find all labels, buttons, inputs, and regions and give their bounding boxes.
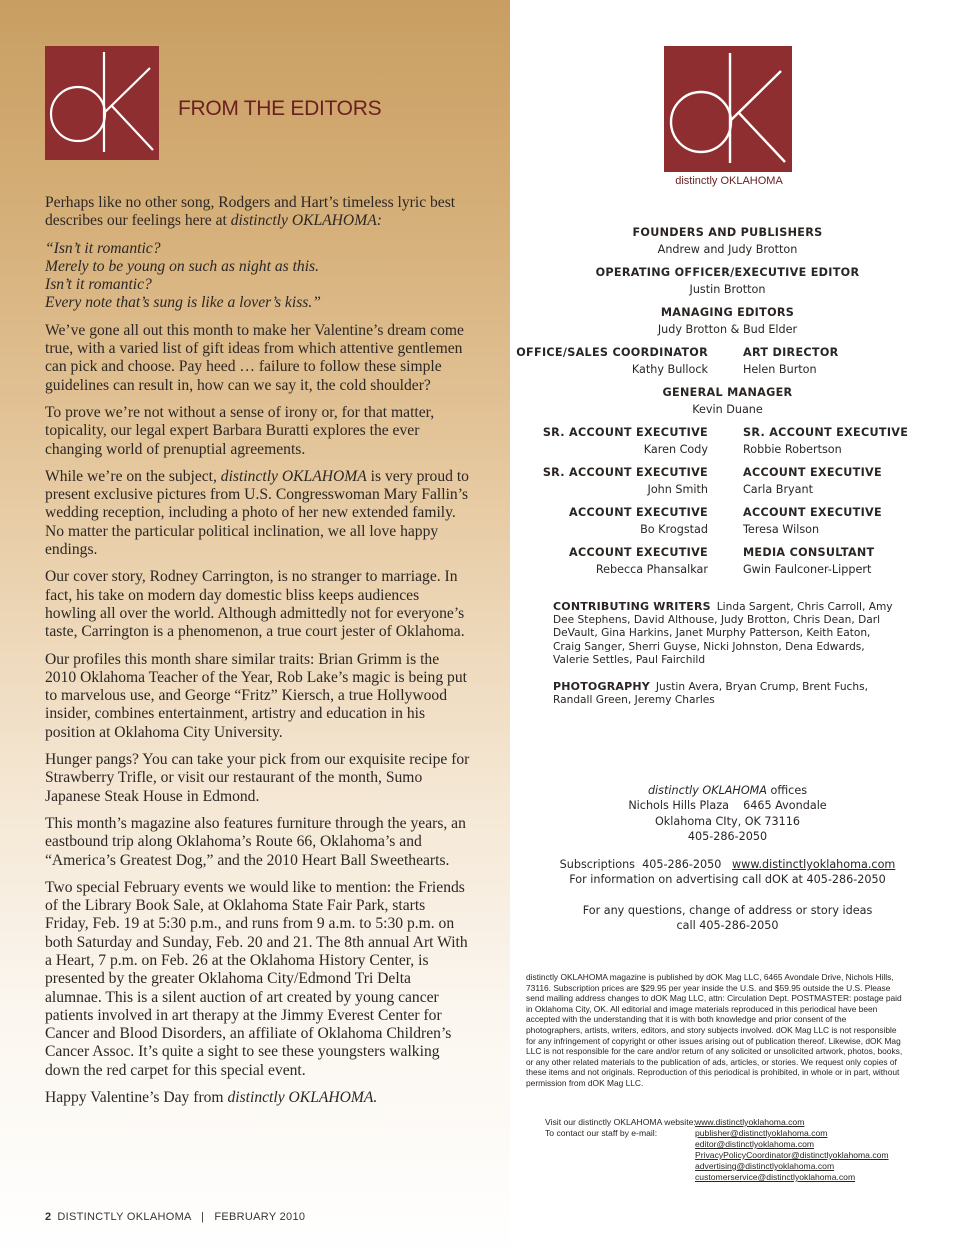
masthead-name: Carla Bryant: [743, 483, 814, 496]
email-link[interactable]: editor@distinctlyoklahoma.com: [695, 1139, 815, 1149]
masthead-name: Rebecca Phansalkar: [595, 563, 708, 576]
masthead-title: ACCOUNT EXECUTIVE: [743, 466, 882, 479]
page-footer: [45, 1211, 305, 1223]
editorial-paragraph: We’ve gone all out this month to make her Valentine’s dream come true, with a varied list of gift ideas from which attentive gentlemen can pick and choose. Pay heed … failure to follow these simple guidelines can result in, how can we say it, the cold shoulder?: [45, 321, 464, 394]
lyric-line: Merely to be young on such as night as this.: [45, 257, 320, 275]
dok-logo-mark: [664, 46, 792, 172]
offices-heading: distinctly OKLAHOMA offices: [647, 784, 808, 797]
section-title: FROM THE EDITORS: [178, 97, 382, 120]
offices-city: Oklahoma CIty, OK 73116: [654, 814, 800, 828]
masthead-name: Helen Burton: [743, 363, 817, 376]
masthead-office: [500, 346, 708, 376]
masthead-title: SR. ACCOUNT EXECUTIVE: [743, 426, 909, 439]
masthead-ae3: [743, 506, 943, 536]
legal-notice: distinctly OKLAHOMA magazine is published by dOK Mag LLC, 6465 Avondale Drive, Nichols Hills, 73116. Subscription prices are $29.95 per year inside the U.S. and $59.95 outside the U.S. Please send mailing address changes to dOK Mag LLC, attn: Circulation Dept. POSTMASTER: postage paid in Oklahoma City, OK. All editorial and image materials reproduced in this periodical have been accepted with the understanding that it is with both knowledge and prior consent of the photographers, artists, writers, editors, and story subjects involved. dOK Mag LLC is not responsible for any infringement of copyright or other issues arising out of publication thereof. Likewise, dOK Mag LLC is not responsible for the care and/or return of any solicited or unsolicited artwork, photos, books, or any other related materials to the publication of ads, articles, or stories. We request only copies of these items and not originals. Reproduction of this periodical is prohibited, in whole or in part, without permission from dOK Mag LLC.: [526, 972, 903, 1088]
masthead-title: FOUNDERS AND PUBLISHERS: [632, 226, 823, 239]
masthead-art: [743, 346, 943, 376]
contact-links: [695, 1117, 889, 1183]
website-link[interactable]: www.distinctlyoklahoma.com: [695, 1117, 805, 1127]
email-link[interactable]: PrivacyPolicyCoordinator@distinctlyoklahoma.com: [695, 1150, 889, 1160]
subscriptions-block: [540, 857, 915, 888]
editorial-paragraph: Perhaps like no other song, Rodgers and Hart’s timeless lyric best describes our feelings here at distinctly OKLAHOMA:: [45, 194, 456, 230]
masthead-name: Judy Brotton & Bud Elder: [657, 323, 798, 336]
email-link[interactable]: advertising@distinctlyoklahoma.com: [695, 1161, 835, 1171]
dok-logo-large: [664, 46, 792, 172]
website-link[interactable]: www.distinctlyoklahoma.com: [732, 858, 896, 871]
writers-title: CONTRIBUTING WRITERS: [553, 600, 711, 613]
masthead-name: Justin Brotton: [689, 283, 766, 296]
masthead-founders: [540, 226, 915, 256]
logo-tagline: distinctly OKLAHOMA: [675, 175, 783, 187]
questions-block: [540, 903, 915, 934]
masthead-operating: [540, 266, 915, 296]
masthead-title: ACCOUNT EXECUTIVE: [569, 506, 708, 519]
dok-logo-small: [45, 46, 159, 160]
masthead-name: Kevin Duane: [692, 403, 763, 416]
editorial-paragraph: To prove we’re not without a sense of irony or, for that matter, topicality, our legal expert Barbara Buratti explores the ever changing world of prenuptial agreements.: [45, 403, 435, 458]
editorial-paragraph: Our profiles this month share similar traits: Brian Grimm is the 2010 Oklahoma Teacher of the Year, Rob Lake’s magic is being put to marvelous use, and George “Fritz” Kiersch, a true Hollywood insider, combines entertainment, artistry and education in his position at Oklahoma City University.: [45, 650, 467, 741]
page-number: 2: [45, 1211, 52, 1223]
masthead-name: Teresa Wilson: [743, 523, 820, 536]
masthead-name: Kathy Bullock: [631, 363, 708, 376]
lyric-line: Every note that’s sung is like a lover’s kiss.”: [45, 294, 321, 312]
masthead-title: GENERAL MANAGER: [662, 386, 793, 399]
masthead-media: [743, 546, 943, 576]
masthead-ae2: [500, 506, 708, 536]
masthead-name: Karen Cody: [643, 443, 708, 456]
contributing-writers: [553, 600, 898, 667]
editorial-paragraph: Our cover story, Rodney Carrington, is no stranger to marriage. In fact, his take on modern day domestic bliss keeps audiences howling all over the world. Although admittedly not for everyone’s taste, Carrington is a phenomenon, a true court jester of Oklahoma.: [45, 568, 465, 641]
writers-names: Linda Sargent, Chris Carroll, Amy Dee Stephens, David Althouse, Judy Brotton, Chris Dean, Darl DeVault, Gina Harkins, Janet Murphy Patterson, Keith Eaton, Craig Sanger, Sherri Guyse, Nicki Johnston, Dena Edwards, Valerie Settles, Paul Fairchild: [553, 601, 893, 666]
masthead-sae2: [743, 426, 943, 456]
masthead-title: SR. ACCOUNT EXECUTIVE: [542, 426, 708, 439]
masthead-name: John Smith: [647, 483, 708, 496]
lyric-line: Isn’t it romantic?: [45, 276, 152, 294]
editorial-paragraph: Hunger pangs? You can take your pick from our exquisite recipe for Strawberry Trifle, or visit our restaurant of the month, Sumo Japanese Steak House in Edmond.: [45, 751, 470, 805]
lyric-quote: [45, 240, 470, 313]
masthead-name: Bo Krogstad: [640, 523, 708, 536]
masthead-title: MANAGING EDITORS: [660, 306, 795, 319]
email-link[interactable]: customerservice@distinctlyoklahoma.com: [695, 1172, 856, 1182]
masthead-gm: [540, 386, 915, 416]
editorial-paragraph: This month’s magazine also features furniture through the years, an eastbound trip along Oklahoma’s Route 66, Oklahoma’s and “America’s Greatest Dog,” and the 2010 Heart Ball Sweethearts.: [45, 814, 466, 869]
dok-logo-mark: [45, 46, 159, 160]
masthead-sae1: [500, 426, 708, 456]
photography-names: Justin Avera, Bryan Crump, Brent Fuchs, Randall Green, Jeremy Charles: [553, 681, 868, 707]
masthead-title: OPERATING OFFICER/EXECUTIVE EDITOR: [595, 266, 860, 279]
visit-label: Visit our distinctly OKLAHOMA website:: [545, 1117, 696, 1127]
masthead-title: MEDIA CONSULTANT: [743, 546, 875, 559]
masthead-managing: [540, 306, 915, 336]
questions-line: For any questions, change of address or story ideas: [582, 904, 873, 917]
contact-labels: [545, 1117, 696, 1139]
masthead-sae3: [500, 466, 708, 496]
masthead-title: SR. ACCOUNT EXECUTIVE: [542, 466, 708, 479]
editorial-paragraph: Two special February events we would like to mention: the Friends of the Library Book Sale, at Oklahoma State Fair Park, starts Friday, Feb. 19 at 5:30 p.m., and runs from 9 a.m. to 5:30 p.m. on both Saturday and Sunday, Feb. 20 and 21. The 8th annual Art With a Heart, 7 p.m. on Feb. 26 at the Oklahoma History Center, is presented by the greater Oklahoma City/Edmond Tri Delta alumnae. This is a silent auction of art created by young cancer patients involved in art therapy at the Jimmy Everest Center for Cancer and Blood Disorders, an affiliate of Oklahoma Children’s Cancer Assoc. It’s quite a sight to see these youngsters walking down the red carpet for this special event.: [45, 878, 468, 1079]
questions-phone: call 405-286-2050: [676, 919, 779, 933]
masthead-title: ACCOUNT EXECUTIVE: [743, 506, 882, 519]
email-link[interactable]: publisher@distinctlyoklahoma.com: [695, 1128, 828, 1138]
editorial-paragraph: While we’re on the subject, distinctly OKLAHOMA is very proud to present exclusive pictures from U.S. Congresswoman Mary Fallin’s wedding reception, including a photo of her new extended family. No matter the particular political inclination, we all love happy endings.: [45, 467, 469, 559]
subscriptions-line: Subscriptions 405-286-2050 www.distinctlyoklahoma.com: [559, 858, 896, 871]
footer-text: DISTINCTLY OKLAHOMA | FEBRUARY 2010: [57, 1211, 306, 1223]
masthead-title: ACCOUNT EXECUTIVE: [569, 546, 708, 559]
masthead-name: Gwin Faulconer-Lippert: [743, 563, 872, 576]
photography-credits: [553, 680, 898, 707]
masthead-ae1: [743, 466, 943, 496]
advertising-line: For information on advertising call dOK at 405-286-2050: [569, 873, 886, 887]
offices-address: Nichols Hills Plaza 6465 Avondale: [628, 799, 827, 813]
offices-block: [540, 783, 915, 845]
masthead-name: Robbie Robertson: [743, 443, 842, 456]
editorial-signoff: Happy Valentine’s Day from distinctly OKLAHOMA.: [45, 1089, 378, 1107]
photography-title: PHOTOGRAPHY: [553, 680, 650, 693]
lyric-line: “Isn’t it romantic?: [45, 239, 161, 257]
masthead-ae4: [500, 546, 708, 576]
masthead-title: ART DIRECTOR: [743, 346, 839, 359]
masthead-title: OFFICE/SALES COORDINATOR: [516, 346, 708, 359]
masthead-name: Andrew and Judy Brotton: [657, 243, 798, 256]
staff-label: To contact our staff by e-mail:: [545, 1128, 658, 1138]
editorial-body: [45, 194, 470, 1116]
offices-phone: 405-286-2050: [687, 830, 768, 844]
